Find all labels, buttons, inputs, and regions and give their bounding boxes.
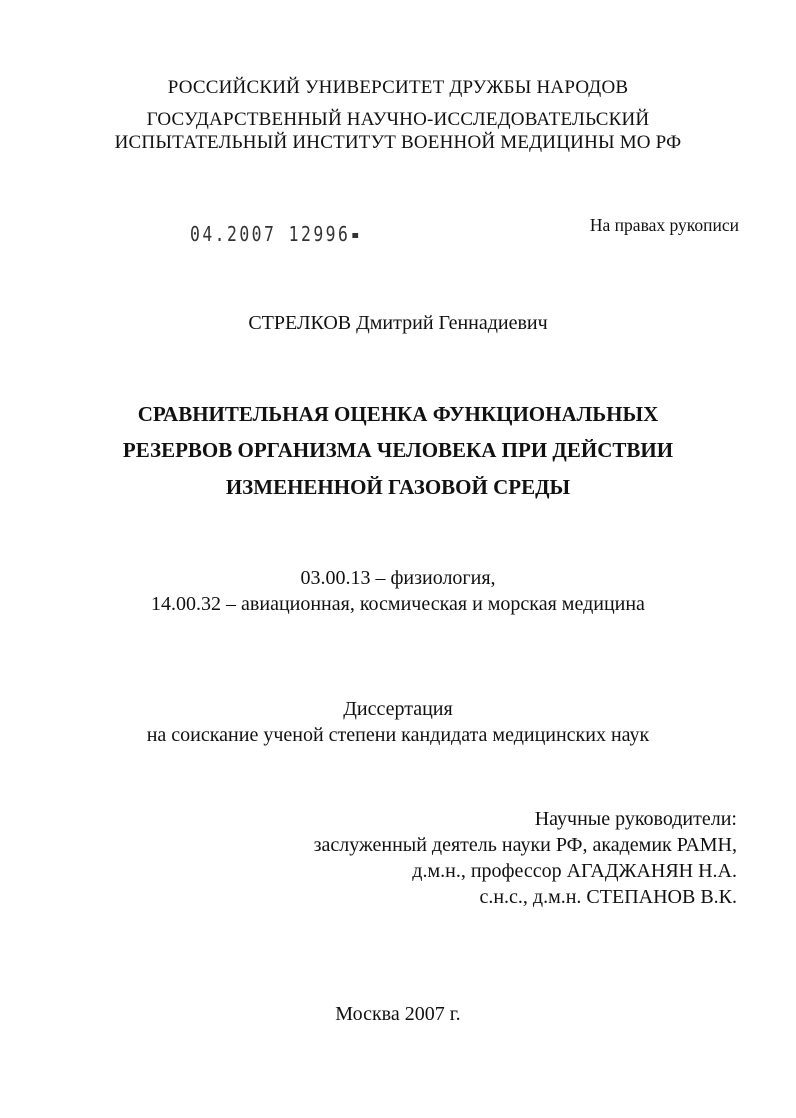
supervisor-line-1: заслуженный деятель науки РФ, академик РАМН, — [313, 834, 737, 856]
author-name: СТРЕЛКОВ Дмитрий Геннадиевич — [248, 312, 548, 334]
title-line-3: ИЗМЕНЕННОЙ ГАЗОВОЙ СРЕДЫ — [225, 475, 571, 499]
rights-label: На правах рукописи — [589, 215, 739, 235]
stamp-mark-icon — [352, 233, 358, 238]
supervisors-heading: Научные руководители: — [534, 808, 737, 830]
specialty-line-1: 03.00.13 – физиология, — [300, 567, 496, 589]
org-line-2: ГОСУДАРСТВЕННЫЙ НАУЧНО-ИССЛЕДОВАТЕЛЬСКИЙ — [146, 109, 650, 130]
supervisor-line-2: д.м.н., профессор АГАДЖАНЯН Н.А. — [412, 860, 737, 882]
org-line-3: ИСПЫТАТЕЛЬНЫЙ ИНСТИТУТ ВОЕННОЙ МЕДИЦИНЫ МО РФ — [114, 132, 682, 153]
specialty-line-2: 14.00.32 – авиационная, космическая и морская медицина — [151, 593, 645, 615]
registration-stamp — [190, 222, 358, 246]
dissertation-heading: Диссертация — [343, 698, 453, 720]
title-line-2: РЕЗЕРВОВ ОРГАНИЗМА ЧЕЛОВЕКА ПРИ ДЕЙСТВИИ — [122, 438, 674, 462]
supervisors-block — [314, 806, 737, 910]
title-line-1: СРАВНИТЕЛЬНАЯ ОЦЕНКА ФУНКЦИОНАЛЬНЫХ — [137, 402, 659, 426]
dissertation-degree: на соискание ученой степени кандидата медицинских наук — [146, 724, 650, 746]
supervisor-line-3: с.н.с., д.м.н. СТЕПАНОВ В.К. — [479, 886, 737, 908]
org-line-1: РОССИЙСКИЙ УНИВЕРСИТЕТ ДРУЖБЫ НАРОДОВ — [167, 77, 629, 98]
place-and-year: Москва 2007 г. — [335, 1003, 461, 1025]
stamp-number: 04.2007 12996 — [190, 222, 351, 246]
